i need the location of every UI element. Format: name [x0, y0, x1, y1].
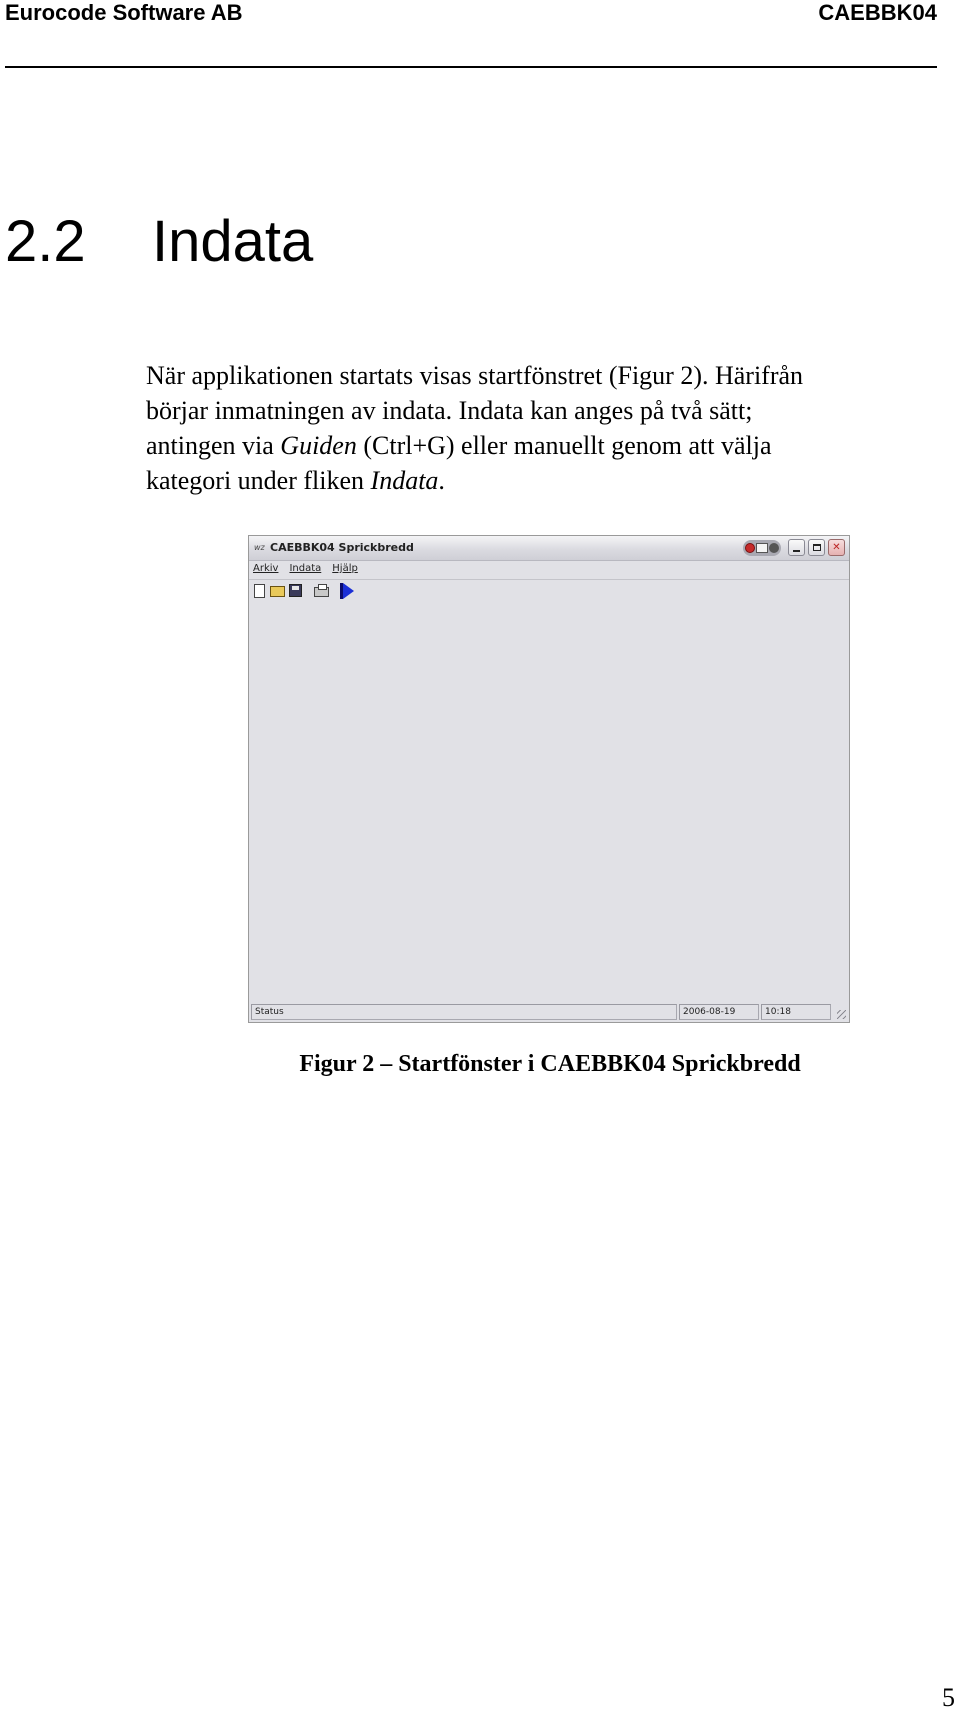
- new-document-icon: [254, 584, 265, 598]
- paragraph-line: börjar inmatningen av indata. Indata kan anges på två sätt;: [146, 396, 753, 425]
- paragraph-line: [146, 428, 926, 463]
- gray-dot-icon[interactable]: [769, 543, 779, 553]
- new-button[interactable]: [252, 583, 268, 599]
- figure-caption: Figur 2 – Startfönster i CAEBBK04 Sprickbredd: [299, 1051, 801, 1077]
- section-heading: [5, 210, 313, 274]
- app-icon: wz: [254, 543, 265, 552]
- paragraph-emphasis: Guiden: [280, 431, 357, 460]
- minimize-button[interactable]: [788, 539, 805, 556]
- paragraph-text: kategori under fliken: [146, 466, 371, 495]
- save-button[interactable]: [288, 583, 304, 599]
- minimize-icon: [793, 550, 800, 552]
- print-button[interactable]: [314, 583, 330, 599]
- page-number: 5: [942, 1683, 955, 1712]
- header-rule: [5, 66, 937, 68]
- paragraph-line: [146, 463, 926, 498]
- guide-button[interactable]: [340, 583, 356, 599]
- paragraph-text: (Ctrl+G) eller manuellt genom att välja: [356, 431, 772, 460]
- status-bar: [251, 1004, 847, 1020]
- window-mode-icon[interactable]: [756, 543, 768, 553]
- toolbar: [252, 581, 356, 601]
- close-icon: ✕: [832, 541, 841, 553]
- resize-grip-icon[interactable]: [833, 1004, 847, 1020]
- close-button[interactable]: [828, 539, 845, 556]
- section-number: 2.2: [5, 209, 86, 274]
- window-controls: [743, 539, 845, 556]
- app-window-screenshot: [248, 535, 850, 1023]
- paragraph-text: antingen via: [146, 431, 281, 460]
- header-product: CAEBBK04: [818, 0, 937, 25]
- status-date: 2006-08-19: [679, 1004, 759, 1020]
- open-button[interactable]: [270, 583, 286, 599]
- menu-divider: [249, 579, 849, 580]
- open-folder-icon: [270, 586, 285, 597]
- menu-hjalp[interactable]: Hjälp: [332, 563, 358, 574]
- maximize-icon: [813, 544, 821, 551]
- titlebar-extra-buttons: [743, 540, 781, 556]
- status-time: 10:18: [761, 1004, 831, 1020]
- save-disk-icon: [289, 584, 302, 597]
- menu-arkiv[interactable]: Arkiv: [253, 563, 279, 574]
- red-dot-icon[interactable]: [745, 543, 755, 553]
- paragraph-emphasis: Indata: [370, 466, 439, 495]
- window-title: CAEBBK04 Sprickbredd: [270, 541, 414, 554]
- status-text: Status: [251, 1004, 677, 1020]
- menu-indata[interactable]: Indata: [289, 563, 322, 574]
- client-area[interactable]: [252, 604, 846, 1000]
- section-title: Indata: [152, 209, 314, 274]
- maximize-button[interactable]: [808, 539, 825, 556]
- body-paragraph: [146, 358, 926, 498]
- paragraph-line: När applikationen startats visas startfönstret (Figur 2). Härifrån: [146, 361, 804, 390]
- title-bar[interactable]: [249, 536, 849, 561]
- paragraph-text: .: [438, 466, 445, 495]
- printer-icon: [314, 587, 329, 597]
- menu-bar: [253, 563, 358, 577]
- guide-arrow-icon: [343, 583, 354, 599]
- header-company: Eurocode Software AB: [5, 0, 243, 25]
